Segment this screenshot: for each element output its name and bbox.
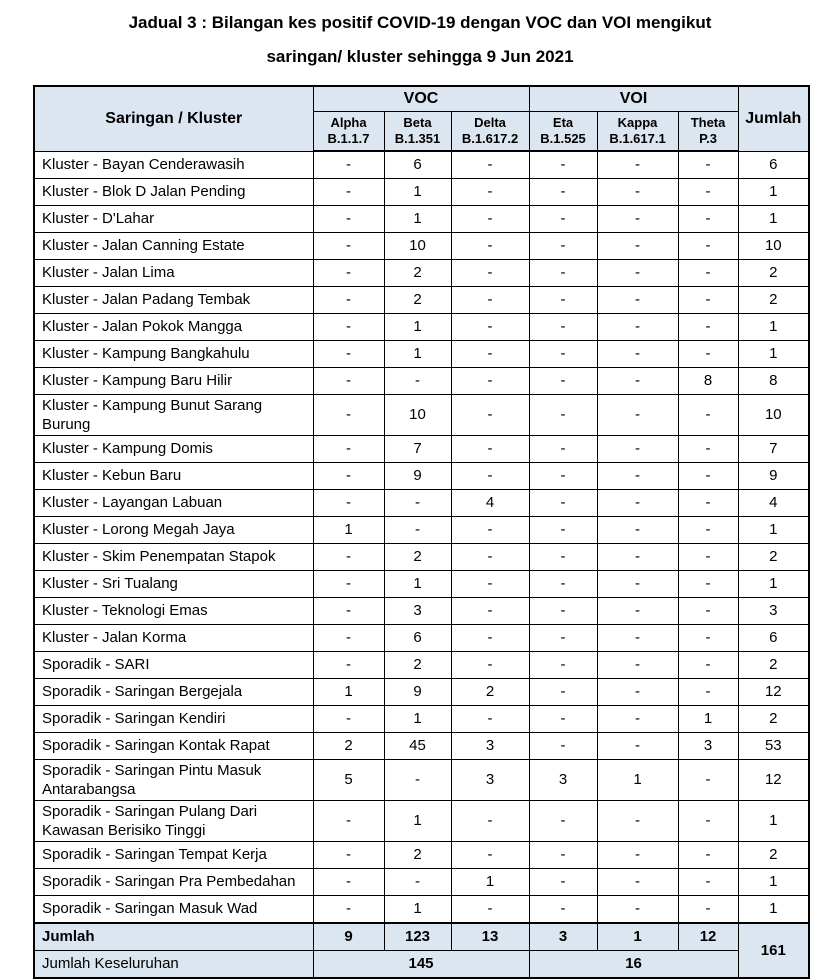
cell-eta: 3	[529, 759, 597, 800]
totals-row-label: Jumlah	[34, 923, 313, 951]
row-label: Kluster - Layangan Labuan	[34, 489, 313, 516]
cell-alpha: -	[313, 151, 384, 178]
cell-delta: 1	[451, 868, 529, 895]
cell-theta: 3	[678, 732, 738, 759]
row-label: Kluster - Jalan Korma	[34, 624, 313, 651]
cell-kappa: -	[597, 597, 678, 624]
cell-kappa: -	[597, 313, 678, 340]
variant-name: Theta	[690, 115, 726, 130]
variant-lineage: B.1.1.7	[327, 131, 370, 146]
variant-lineage: B.1.617.1	[609, 131, 666, 146]
cell-alpha: -	[313, 895, 384, 923]
table-row	[34, 570, 809, 597]
column-header-eta	[529, 112, 597, 152]
cell-eta: -	[529, 435, 597, 462]
cell-theta: -	[678, 800, 738, 841]
table-row	[34, 543, 809, 570]
row-label: Kluster - Kampung Baru Hilir	[34, 367, 313, 394]
row-label: Kluster - Jalan Pokok Mangga	[34, 313, 313, 340]
cell-eta: -	[529, 624, 597, 651]
table-row	[34, 759, 809, 800]
totals-row	[34, 923, 809, 951]
cell-jumlah: 1	[738, 800, 809, 841]
cell-theta: -	[678, 205, 738, 232]
cell-jumlah: 9	[738, 462, 809, 489]
table-row	[34, 489, 809, 516]
cell-theta: -	[678, 462, 738, 489]
table-row	[34, 435, 809, 462]
row-label: Kluster - Sri Tualang	[34, 570, 313, 597]
variant-lineage: B.1.525	[540, 131, 586, 146]
table-row	[34, 340, 809, 367]
voc-overall-total: 145	[313, 950, 529, 978]
cell-beta: -	[384, 516, 451, 543]
cell-delta: -	[451, 705, 529, 732]
cell-jumlah: 8	[738, 367, 809, 394]
cell-eta: -	[529, 516, 597, 543]
cell-jumlah: 12	[738, 759, 809, 800]
cell-kappa: -	[597, 462, 678, 489]
cell-eta: -	[529, 651, 597, 678]
cell-theta: -	[678, 841, 738, 868]
cell-kappa: -	[597, 286, 678, 313]
cell-alpha: 2	[313, 732, 384, 759]
row-label: Kluster - Blok D Jalan Pending	[34, 178, 313, 205]
cell-beta: 10	[384, 232, 451, 259]
cell-theta: -	[678, 394, 738, 435]
cell-eta: -	[529, 367, 597, 394]
cell-jumlah: 1	[738, 178, 809, 205]
table-row	[34, 841, 809, 868]
cell-delta: 3	[451, 732, 529, 759]
row-label: Kluster - Teknologi Emas	[34, 597, 313, 624]
cell-kappa: -	[597, 205, 678, 232]
voi-overall-total: 16	[529, 950, 738, 978]
cell-alpha: -	[313, 178, 384, 205]
cell-kappa: -	[597, 232, 678, 259]
cell-beta: 10	[384, 394, 451, 435]
cell-theta: -	[678, 570, 738, 597]
cell-kappa: -	[597, 489, 678, 516]
cell-jumlah: 1	[738, 516, 809, 543]
cell-eta: -	[529, 232, 597, 259]
cell-delta: -	[451, 651, 529, 678]
cell-jumlah: 1	[738, 895, 809, 923]
cell-kappa: -	[597, 259, 678, 286]
cell-kappa: -	[597, 651, 678, 678]
cell-jumlah: 2	[738, 543, 809, 570]
cell-jumlah: 3	[738, 597, 809, 624]
cell-eta: -	[529, 178, 597, 205]
cell-jumlah: 53	[738, 732, 809, 759]
table-row	[34, 624, 809, 651]
cell-alpha: -	[313, 543, 384, 570]
covid-voc-voi-table	[33, 85, 810, 979]
cell-beta: 2	[384, 259, 451, 286]
cell-delta: -	[451, 313, 529, 340]
cell-alpha: -	[313, 394, 384, 435]
row-label: Kluster - Lorong Megah Jaya	[34, 516, 313, 543]
table-row	[34, 516, 809, 543]
cell-eta: -	[529, 313, 597, 340]
cell-beta: 6	[384, 151, 451, 178]
cell-jumlah: 2	[738, 705, 809, 732]
cell-alpha: -	[313, 868, 384, 895]
column-header-delta	[451, 112, 529, 152]
cell-theta: -	[678, 178, 738, 205]
cell-jumlah: 12	[738, 678, 809, 705]
cell-eta: -	[529, 570, 597, 597]
cell-beta: 1	[384, 178, 451, 205]
cell-alpha: -	[313, 340, 384, 367]
cell-alpha: -	[313, 367, 384, 394]
cell-theta: -	[678, 151, 738, 178]
cell-alpha: -	[313, 651, 384, 678]
cell-eta: -	[529, 841, 597, 868]
cell-theta: 1	[678, 705, 738, 732]
cell-kappa: -	[597, 705, 678, 732]
cell-theta: -	[678, 624, 738, 651]
cell-delta: -	[451, 800, 529, 841]
cell-eta: -	[529, 394, 597, 435]
title-line-1: Jadual 3 : Bilangan kes positif COVID-19 dengan VOC dan VOI mengikut	[128, 13, 712, 32]
cell-theta: -	[678, 435, 738, 462]
cell-delta: -	[451, 340, 529, 367]
cell-beta: 9	[384, 462, 451, 489]
row-label: Kluster - Bayan Cenderawasih	[34, 151, 313, 178]
cell-delta: -	[451, 570, 529, 597]
table-row	[34, 868, 809, 895]
cell-delta: -	[451, 435, 529, 462]
row-label: Sporadik - SARI	[34, 651, 313, 678]
table-row	[34, 286, 809, 313]
row-label: Sporadik - Saringan Pintu Masuk Antarabangsa	[34, 759, 313, 800]
table-row	[34, 394, 809, 435]
table-row	[34, 205, 809, 232]
total-alpha: 9	[313, 923, 384, 951]
cell-theta: -	[678, 678, 738, 705]
cell-jumlah: 1	[738, 340, 809, 367]
cell-kappa: -	[597, 895, 678, 923]
grand-total: 161	[738, 923, 809, 978]
cell-eta: -	[529, 259, 597, 286]
cell-delta: -	[451, 151, 529, 178]
column-header-jumlah: Jumlah	[738, 86, 809, 151]
cell-beta: 1	[384, 895, 451, 923]
cell-theta: -	[678, 868, 738, 895]
cell-delta: -	[451, 624, 529, 651]
cell-eta: -	[529, 705, 597, 732]
cell-kappa: -	[597, 624, 678, 651]
cell-beta: 1	[384, 570, 451, 597]
row-label: Sporadik - Saringan Pra Pembedahan	[34, 868, 313, 895]
table-row	[34, 462, 809, 489]
row-label: Sporadik - Saringan Pulang Dari Kawasan Berisiko Tinggi	[34, 800, 313, 841]
table-row	[34, 678, 809, 705]
cell-delta: -	[451, 367, 529, 394]
cell-alpha: -	[313, 205, 384, 232]
cell-beta: 1	[384, 705, 451, 732]
overall-totals-row	[34, 950, 809, 978]
cell-alpha: 1	[313, 516, 384, 543]
cell-eta: -	[529, 205, 597, 232]
cell-jumlah: 7	[738, 435, 809, 462]
variant-name: Alpha	[330, 115, 367, 130]
cell-kappa: -	[597, 678, 678, 705]
cell-delta: -	[451, 543, 529, 570]
cell-alpha: -	[313, 705, 384, 732]
cell-kappa: -	[597, 516, 678, 543]
cell-alpha: -	[313, 286, 384, 313]
cell-beta: 2	[384, 286, 451, 313]
cell-theta: -	[678, 489, 738, 516]
cell-jumlah: 10	[738, 394, 809, 435]
table-row	[34, 651, 809, 678]
cell-jumlah: 2	[738, 841, 809, 868]
table-row	[34, 732, 809, 759]
cell-theta: -	[678, 340, 738, 367]
title-line-2: saringan/ kluster sehingga 9 Jun 2021	[266, 47, 574, 66]
table-row	[34, 895, 809, 923]
cell-theta: -	[678, 313, 738, 340]
cell-jumlah: 1	[738, 868, 809, 895]
cell-beta: 1	[384, 340, 451, 367]
cell-alpha: -	[313, 435, 384, 462]
cell-delta: -	[451, 895, 529, 923]
cell-beta: 2	[384, 651, 451, 678]
cell-delta: 3	[451, 759, 529, 800]
variant-lineage: B.1.351	[394, 131, 441, 146]
cell-alpha: -	[313, 259, 384, 286]
row-label: Sporadik - Saringan Masuk Wad	[34, 895, 313, 923]
row-label: Kluster - Jalan Padang Tembak	[34, 286, 313, 313]
cell-jumlah: 2	[738, 286, 809, 313]
cell-beta: -	[384, 367, 451, 394]
cell-alpha: 1	[313, 678, 384, 705]
cell-delta: -	[451, 516, 529, 543]
table-row	[34, 313, 809, 340]
table-row	[34, 178, 809, 205]
cell-beta: 2	[384, 543, 451, 570]
row-label: Kluster - Skim Penempatan Stapok	[34, 543, 313, 570]
cell-kappa: -	[597, 732, 678, 759]
cell-beta: 45	[384, 732, 451, 759]
cell-delta: -	[451, 597, 529, 624]
cell-delta: -	[451, 841, 529, 868]
cell-delta: 4	[451, 489, 529, 516]
total-theta: 12	[678, 923, 738, 951]
cell-delta: -	[451, 259, 529, 286]
cell-eta: -	[529, 151, 597, 178]
row-label: Sporadik - Saringan Tempat Kerja	[34, 841, 313, 868]
table-row	[34, 705, 809, 732]
variant-name: Beta	[403, 115, 432, 130]
row-label: Kluster - Jalan Canning Estate	[34, 232, 313, 259]
column-header-theta	[678, 112, 738, 152]
cell-jumlah: 2	[738, 259, 809, 286]
table-body	[34, 151, 809, 923]
cell-kappa: -	[597, 435, 678, 462]
cell-eta: -	[529, 678, 597, 705]
cell-jumlah: 6	[738, 151, 809, 178]
cell-eta: -	[529, 800, 597, 841]
cell-eta: -	[529, 286, 597, 313]
cell-beta: -	[384, 759, 451, 800]
cell-kappa: -	[597, 340, 678, 367]
row-label: Kluster - Jalan Lima	[34, 259, 313, 286]
cell-kappa: -	[597, 543, 678, 570]
cell-delta: -	[451, 178, 529, 205]
cell-eta: -	[529, 489, 597, 516]
cell-theta: -	[678, 759, 738, 800]
cell-delta: -	[451, 205, 529, 232]
cell-alpha: -	[313, 313, 384, 340]
cell-beta: 3	[384, 597, 451, 624]
cell-jumlah: 1	[738, 570, 809, 597]
total-kappa: 1	[597, 923, 678, 951]
cell-beta: 1	[384, 800, 451, 841]
document-title	[0, 0, 840, 74]
column-header-saringan-kluster: Saringan / Kluster	[34, 86, 313, 151]
cell-kappa: -	[597, 868, 678, 895]
cell-delta: -	[451, 394, 529, 435]
cell-eta: -	[529, 732, 597, 759]
cell-alpha: -	[313, 462, 384, 489]
cell-delta: -	[451, 462, 529, 489]
total-beta: 123	[384, 923, 451, 951]
cell-beta: 7	[384, 435, 451, 462]
row-label: Sporadik - Saringan Kontak Rapat	[34, 732, 313, 759]
row-label: Sporadik - Saringan Bergejala	[34, 678, 313, 705]
cell-theta: -	[678, 232, 738, 259]
cell-beta: -	[384, 489, 451, 516]
table-row	[34, 597, 809, 624]
cell-alpha: 5	[313, 759, 384, 800]
cell-theta: -	[678, 651, 738, 678]
cell-theta: -	[678, 543, 738, 570]
variant-lineage: B.1.617.2	[461, 131, 519, 146]
table-row	[34, 800, 809, 841]
cell-delta: 2	[451, 678, 529, 705]
cell-kappa: -	[597, 570, 678, 597]
cell-jumlah: 6	[738, 624, 809, 651]
cell-beta: 2	[384, 841, 451, 868]
cell-jumlah: 1	[738, 313, 809, 340]
cell-theta: -	[678, 259, 738, 286]
table-row	[34, 232, 809, 259]
cell-beta: -	[384, 868, 451, 895]
row-label: Kluster - D'Lahar	[34, 205, 313, 232]
cell-jumlah: 2	[738, 651, 809, 678]
group-header-row	[34, 86, 809, 112]
cell-kappa: 1	[597, 759, 678, 800]
cell-alpha: -	[313, 232, 384, 259]
cell-beta: 1	[384, 205, 451, 232]
cell-delta: -	[451, 232, 529, 259]
cell-beta: 9	[384, 678, 451, 705]
cell-theta: 8	[678, 367, 738, 394]
cell-theta: -	[678, 895, 738, 923]
cell-alpha: -	[313, 597, 384, 624]
cell-jumlah: 10	[738, 232, 809, 259]
cell-alpha: -	[313, 841, 384, 868]
overall-row-label: Jumlah Keseluruhan	[34, 950, 313, 978]
cell-kappa: -	[597, 178, 678, 205]
cell-jumlah: 4	[738, 489, 809, 516]
group-header-voi: VOI	[529, 86, 738, 112]
cell-kappa: -	[597, 151, 678, 178]
total-eta: 3	[529, 923, 597, 951]
row-label: Kluster - Kampung Bangkahulu	[34, 340, 313, 367]
row-label: Kluster - Kampung Domis	[34, 435, 313, 462]
variant-name: Delta	[474, 115, 506, 130]
cell-alpha: -	[313, 624, 384, 651]
cell-delta: -	[451, 286, 529, 313]
cell-eta: -	[529, 340, 597, 367]
table-row	[34, 259, 809, 286]
cell-kappa: -	[597, 841, 678, 868]
cell-beta: 6	[384, 624, 451, 651]
cell-alpha: -	[313, 800, 384, 841]
cell-eta: -	[529, 462, 597, 489]
column-header-alpha	[313, 112, 384, 152]
table-row	[34, 151, 809, 178]
cell-eta: -	[529, 868, 597, 895]
cell-eta: -	[529, 597, 597, 624]
cell-theta: -	[678, 516, 738, 543]
cell-eta: -	[529, 543, 597, 570]
variant-name: Eta	[552, 115, 574, 130]
cell-theta: -	[678, 286, 738, 313]
table-row	[34, 367, 809, 394]
cell-alpha: -	[313, 489, 384, 516]
total-delta: 13	[451, 923, 529, 951]
cell-alpha: -	[313, 570, 384, 597]
cell-eta: -	[529, 895, 597, 923]
cell-kappa: -	[597, 394, 678, 435]
cell-kappa: -	[597, 800, 678, 841]
column-header-kappa	[597, 112, 678, 152]
cell-theta: -	[678, 597, 738, 624]
cell-beta: 1	[384, 313, 451, 340]
variant-lineage: P.3	[699, 131, 717, 146]
row-label: Kluster - Kebun Baru	[34, 462, 313, 489]
row-label: Kluster - Kampung Bunut Sarang Burung	[34, 394, 313, 435]
column-header-beta	[384, 112, 451, 152]
cell-kappa: -	[597, 367, 678, 394]
group-header-voc: VOC	[313, 86, 529, 112]
row-label: Sporadik - Saringan Kendiri	[34, 705, 313, 732]
cell-jumlah: 1	[738, 205, 809, 232]
variant-name: Kappa	[617, 115, 658, 130]
